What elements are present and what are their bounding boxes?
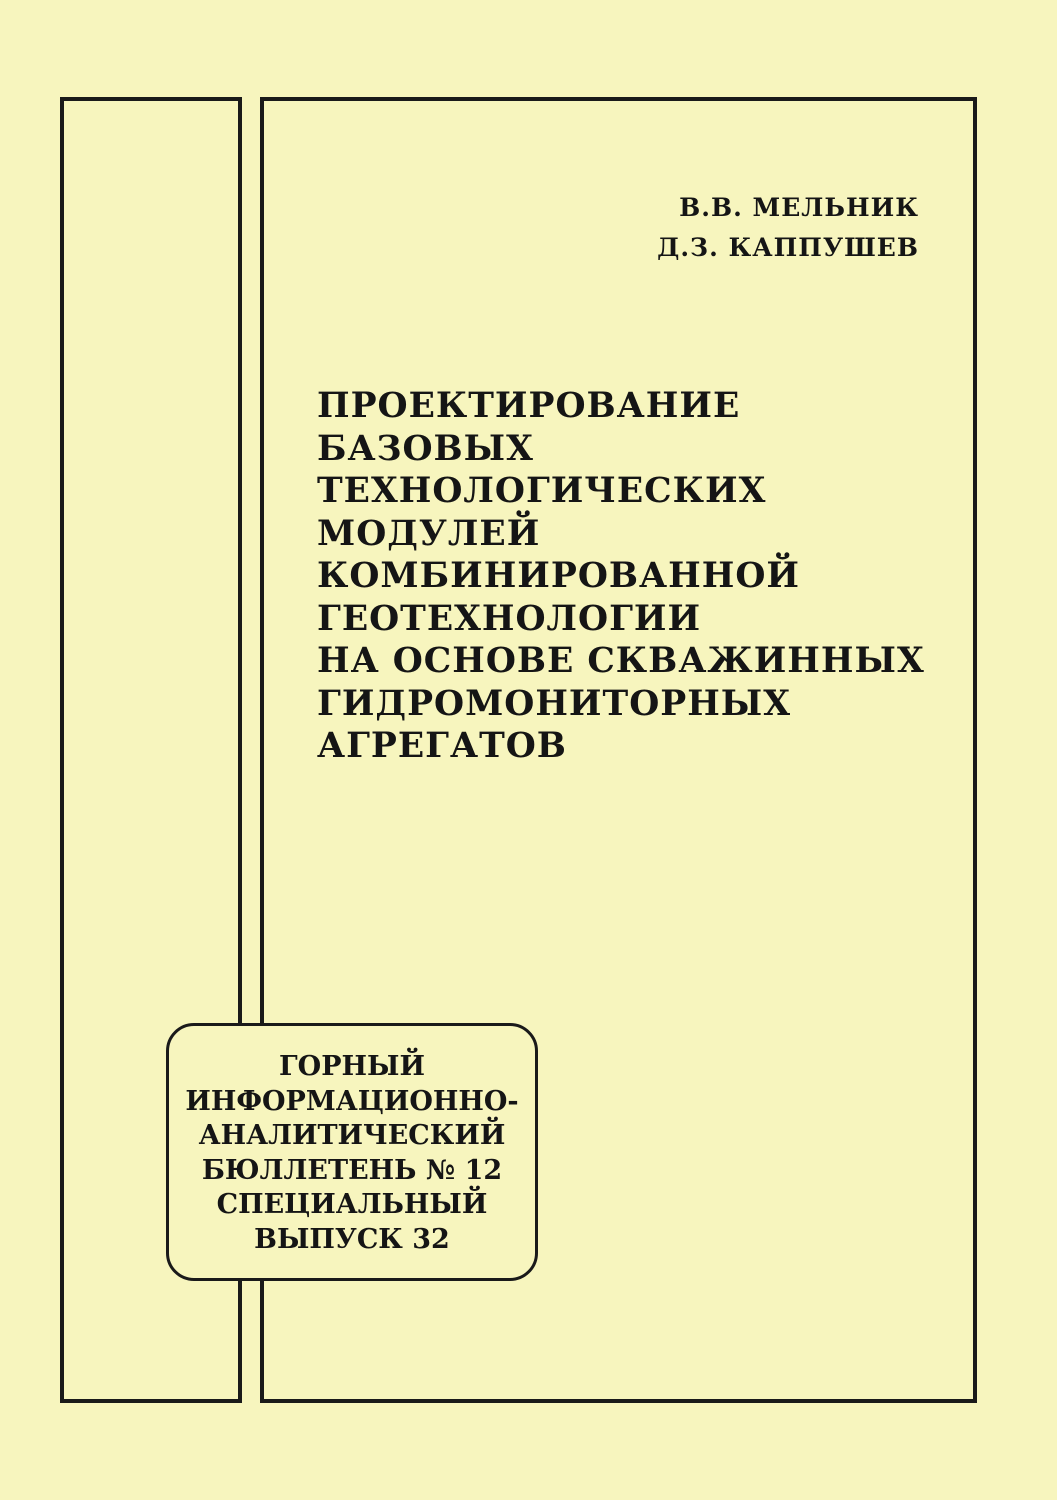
series-line: ВЫПУСК 32	[254, 1223, 450, 1255]
title-line: ГЕОТЕХНОЛОГИИ	[317, 598, 702, 639]
series-line: ГОРНЫЙ	[279, 1051, 425, 1082]
series-line: ИНФОРМАЦИОННО-	[185, 1085, 519, 1117]
authors-block	[657, 188, 919, 268]
title-line: ТЕХНОЛОГИЧЕСКИХ	[317, 471, 767, 511]
author-name: Д.З. КАППУШЕВ	[657, 233, 919, 262]
series-line: СПЕЦИАЛЬНЫЙ	[216, 1189, 488, 1220]
series-label-box	[166, 1023, 538, 1281]
title-line: ГИДРОМОНИТОРНЫХ	[317, 683, 792, 724]
title-line: НА ОСНОВЕ СКВАЖИННЫХ	[317, 641, 925, 681]
title-line: МОДУЛЕЙ	[317, 513, 541, 554]
author-name: В.В. МЕЛЬНИК	[679, 193, 919, 222]
title-line: БАЗОВЫХ	[317, 428, 534, 469]
title-line: КОМБИНИРОВАННОЙ	[317, 556, 800, 596]
series-line: АНАЛИТИЧЕСКИЙ	[198, 1120, 506, 1151]
title-line: АГРЕГАТОВ	[317, 726, 567, 766]
series-line: БЮЛЛЕТЕНЬ № 12	[201, 1154, 503, 1186]
title-line: ПРОЕКТИРОВАНИЕ	[317, 386, 741, 426]
book-title	[317, 385, 937, 768]
